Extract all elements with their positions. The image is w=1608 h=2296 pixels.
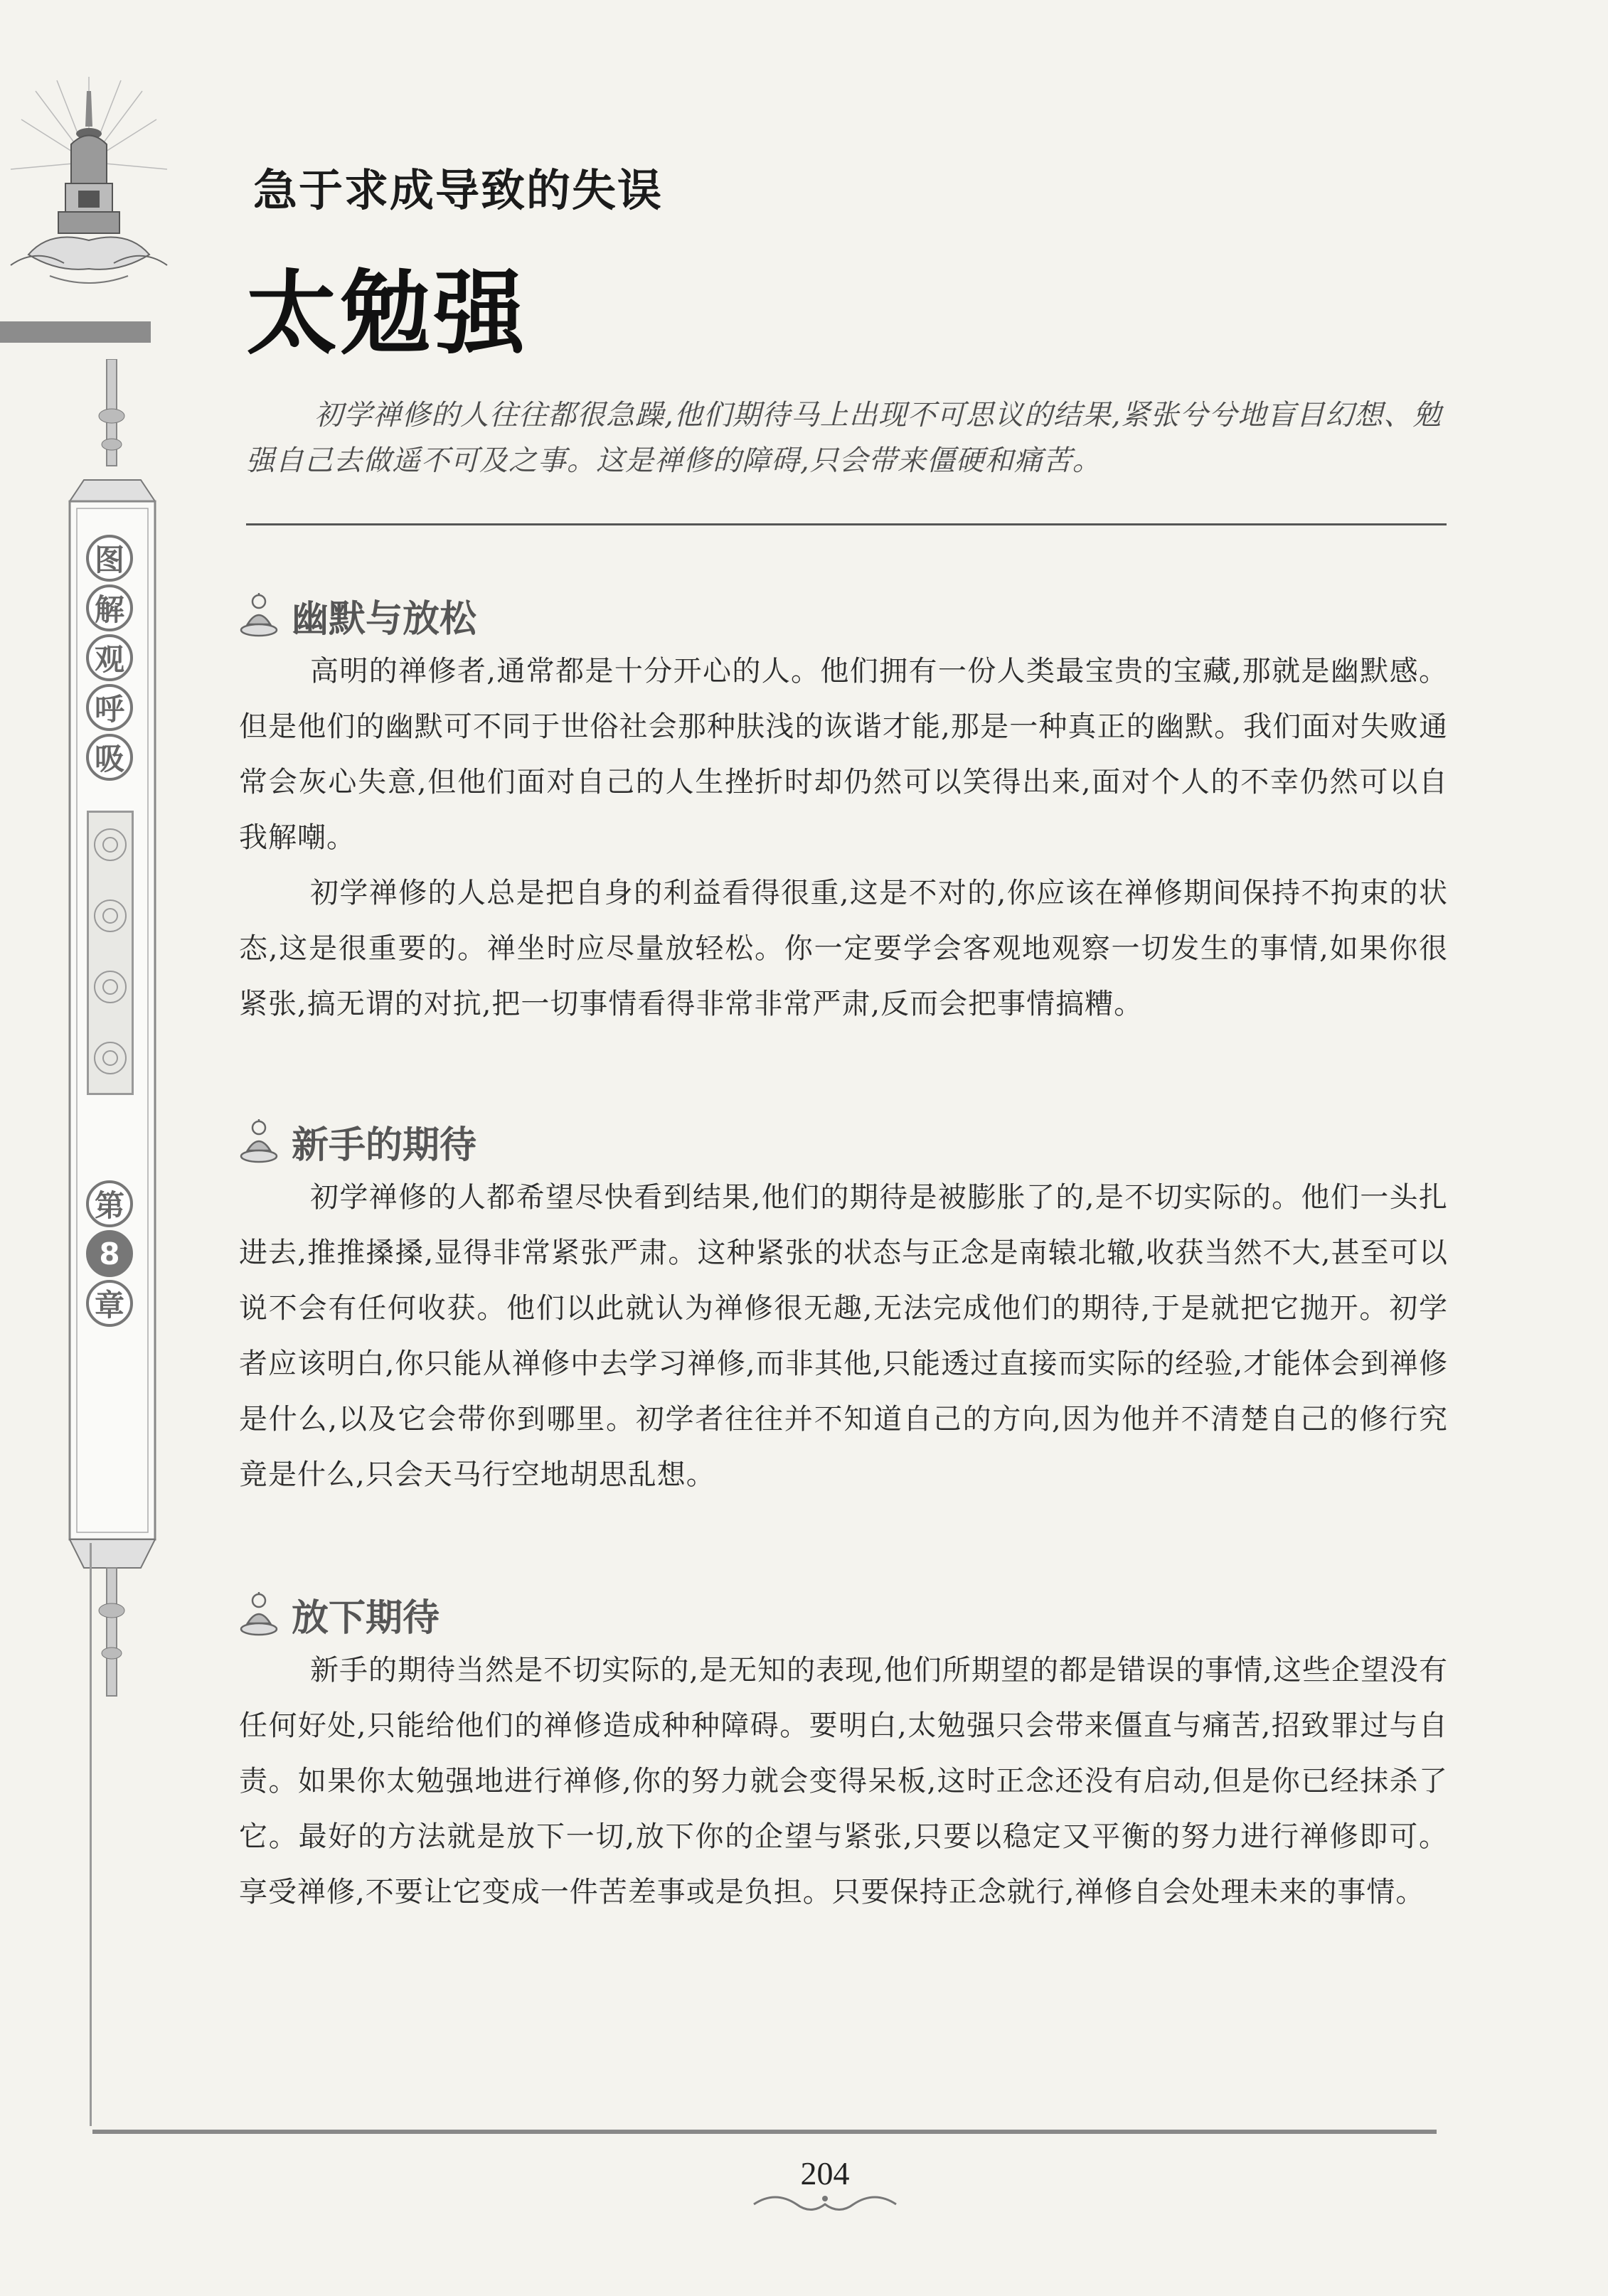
margin-rule [90,1543,92,2126]
meditating-buddha-icon [239,1591,279,1638]
chapter-char: 第 [86,1180,133,1227]
section-title: 放下期待 [292,1596,440,1640]
stupa-lotus-emblem [7,77,171,311]
section-title: 幽默与放松 [292,597,477,641]
ornament-panel [87,811,134,1095]
body-paragraph: 高明的禅修者,通常都是十分开心的人。他们拥有一份人类最宝贵的宝藏,那就是幽默感。但是他们的幽默可不同于世俗社会那种肤浅的诙谐才能,那是一种真正的幽默。我们面对失败通常会灰心失意,但他们面对自己的人生挫折时却仍然可以笑得出来,面对个人的不幸仍然可以自我解嘲。 [239,655,1448,854]
body-paragraph: 初学禅修的人都希望尽快看到结果,他们的期待是被膨胀了的,是不切实际的。他们一头扎进去,推推搡搡,显得非常紧张严肃。这种紧张的状态与正念是南辕北辙,收获当然不大,甚至可以说不会有任何收获。他们以此就认为禅修很无趣,无法完成他们的期待,于是就把它抛开。初学者应该明白,你只能从禅修中去学习禅修,而非其他,只能透过直接而实际的经验,才能体会到禅修是什么,以及它会带你到哪里。初学者往往并不知道自己的方向,因为他并不清楚自己的修行究竟是什么,只会天马行空地胡思乱想。 [239,1181,1448,1491]
section-humor-relaxation [239,587,1448,1032]
body-paragraph: 新手的期待当然是不切实际的,是无知的表现,他们所期望的都是错误的事情,这些企望没有任何好处,只能给他们的禅修造成种种障碍。要明白,太勉强只会带来僵直与痛苦,招致罪过与自责。如果你太勉强地进行禅修,你的努力就会变得呆板,这时正念还没有启动,但是你已经抹杀了它。最好的方法就是放下一切,放下你的企望与紧张,只要以稳定又平衡的努力进行禅修即可。享受禅修,不要让它变成一件苦差事或是负担。只要保持正念就行,禅修自会处理未来的事情。 [239,1654,1448,1908]
book-title-char: 图 [86,535,133,582]
book-title-char: 观 [86,634,133,681]
divider [246,523,1447,525]
chapter-number: 8 [86,1230,133,1277]
header-bar [0,321,151,343]
book-title-char: 呼 [86,684,133,731]
section-beginner-expectations [239,1113,1448,1502]
body-paragraph: 初学禅修的人总是把自身的利益看得很重,这是不对的,你应该在禅修期间保持不拘束的状态,这是很重要的。禅坐时应尽量放轻松。你一定要学会客观地观察一切发生的事情,如果你很紧张,搞无谓的对抗,把一切事情看得非常非常严肃,反而会把事情搞糟。 [239,877,1448,1020]
meditating-buddha-icon [239,592,279,639]
page-number: 204 [800,2155,850,2191]
book-title-char: 吸 [86,734,133,781]
book-title-char: 解 [86,584,133,631]
chapter-char: 章 [86,1280,133,1327]
page-subtitle: 急于求成导致的失误 [253,164,664,216]
section-let-go-expectations [239,1586,1448,1920]
footer-flourish [747,2190,903,2218]
intro-paragraph: 初学禅修的人往往都很急躁,他们期待马上出现不可思议的结果,紧张兮兮地盲目幻想、勉强自己去做遥不可及之事。这是禅修的障碍,只会带来僵硬和痛苦。 [246,399,1442,477]
footer-rule [92,2130,1437,2134]
page-title: 太勉强 [246,260,528,367]
section-title: 新手的期待 [292,1123,477,1167]
meditating-buddha-icon [239,1118,279,1165]
